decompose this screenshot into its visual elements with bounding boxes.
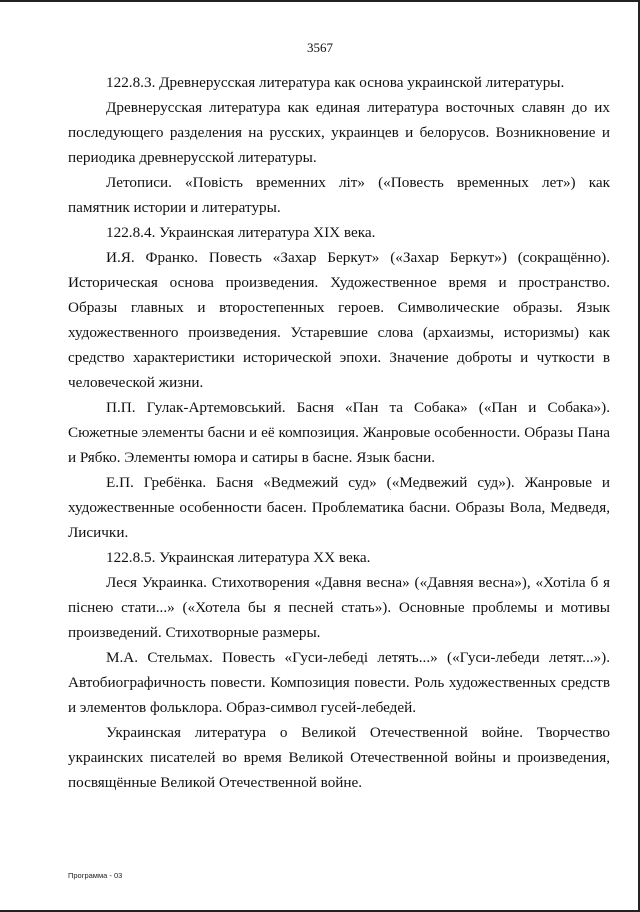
section-heading-122-8-5: 122.8.5. Украинская литература XX века. bbox=[106, 549, 371, 566]
page-number: 3567 bbox=[307, 40, 333, 55]
paragraph: И.Я. Франко. Повесть «Захар Беркут» («Захар Беркут») (сокращённо). Историческая основа произведения. Художественное время и пространство. Образы главных и второстепенных героев. Символические образы. Язык художественного произведения. Устаревшие слова (архаизмы, историзмы) как средство характеристики исторической эпохи. Значение доброты и чуткости в человеческой жизни. bbox=[68, 249, 610, 391]
section-heading-122-8-4: 122.8.4. Украинская литература XIX века. bbox=[106, 224, 376, 241]
document-body bbox=[68, 70, 610, 795]
paragraph: Древнерусская литература как единая литература восточных славян до их последующего разделения на русских, украинцев и белорусов. Возникновение и периодика древнерусской литературы. bbox=[68, 99, 610, 166]
paragraph: М.А. Стельмах. Повесть «Гуси-лебеді летять...» («Гуси-лебеди летят...»). Автобиографичность повести. Композиция повести. Роль художественных средств и элементов фольклора. Образ-символ гусей-лебедей. bbox=[68, 649, 610, 716]
paragraph: Украинская литература о Великой Отечественной войне. Творчество украинских писателей во время Великой Отечественной войны и произведения, посвящённые Великой Отечественной войне. bbox=[68, 724, 610, 791]
section-heading-122-8-3: 122.8.3. Древнерусская литература как основа украинской литературы. bbox=[106, 74, 565, 91]
paragraph: П.П. Гулак-Артемовський. Басня «Пан та Собака» («Пан и Собака»). Сюжетные элементы басни и её композиция. Жанровые особенности. Образы Пана и Рябко. Элементы юмора и сатиры в басне. Язык басни. bbox=[68, 399, 610, 466]
paragraph: Летописи. «Повість временних літ» («Повесть временных лет») как памятник истории и литературы. bbox=[68, 174, 610, 216]
footer-program-label: Программа - 03 bbox=[68, 871, 123, 880]
paragraph: Е.П. Гребёнка. Басня «Ведмежий суд» («Медвежий суд»). Жанровые и художественные особенности басен. Проблематика басни. Образы Вола, Медведя, Лисички. bbox=[68, 474, 610, 541]
paragraph: Леся Украинка. Стихотворения «Давня весна» («Давняя весна»), «Хотіла б я піснею стати...» («Хотела бы я песней стать»). Основные проблемы и мотивы произведений. Стихотворные размеры. bbox=[68, 574, 610, 641]
